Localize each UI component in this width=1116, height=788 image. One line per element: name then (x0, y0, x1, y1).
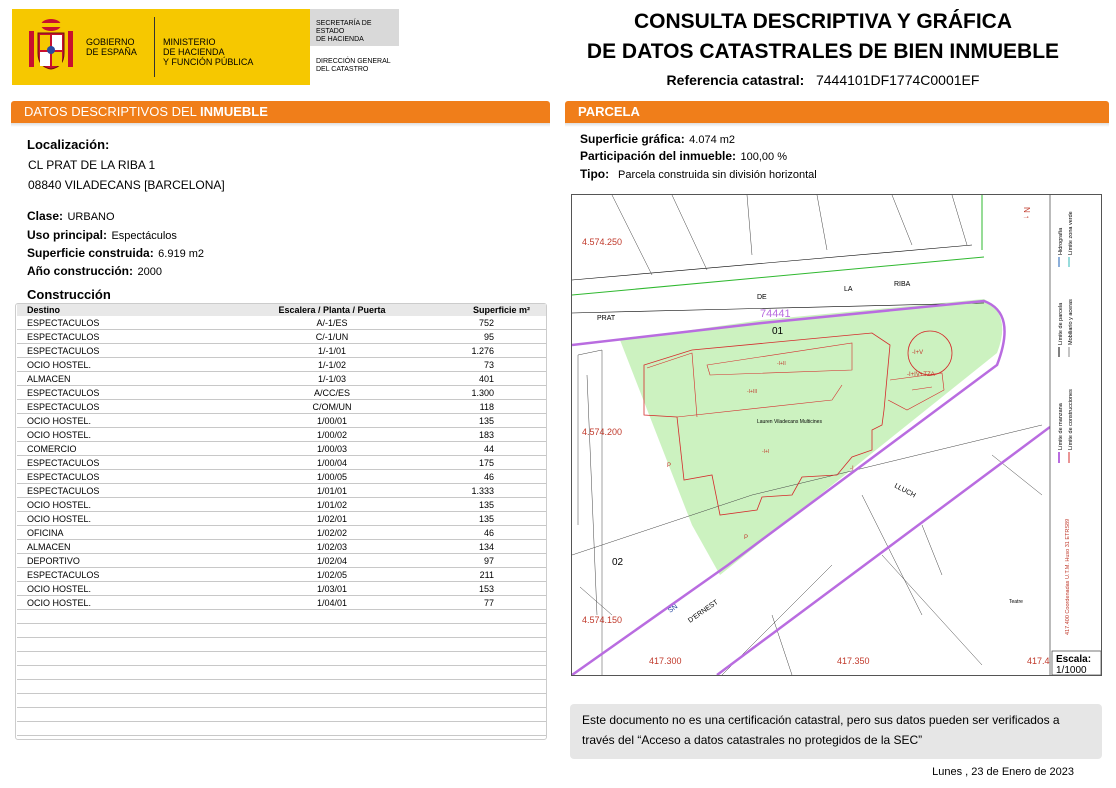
cell-destino: ESPECTACULOS (17, 456, 207, 470)
superficie-value: 6.919 m2 (158, 248, 205, 260)
supg-value: 4.074 m2 (689, 134, 736, 146)
street-sn: SN (667, 603, 680, 615)
cell-superficie: 46 (457, 470, 546, 484)
cell-escalera: 1/02/01 (207, 512, 457, 526)
cadastral-map[interactable] (571, 194, 1102, 676)
tipo-label: Tipo: (580, 167, 610, 181)
ministry-label: MINISTERIO DE HACIENDA Y FUNCIÓN PÚBLICA (163, 37, 254, 67)
legend-hidrografia: Hidrografía (1058, 227, 1064, 255)
table-row (17, 512, 546, 526)
clase-label: Clase: (27, 209, 64, 223)
coat-of-arms-icon (26, 17, 76, 77)
cell-superficie: 134 (457, 540, 546, 554)
government-logo-block (12, 9, 310, 85)
table-row (17, 372, 546, 386)
subparcel-01: 01 (772, 326, 784, 337)
table-row-empty (17, 694, 546, 708)
cell-destino: OCIO HOSTEL. (17, 414, 207, 428)
parcela-title: PARCELA (565, 101, 1109, 123)
cell-destino: ALMACEN (17, 372, 207, 386)
table-row (17, 442, 546, 456)
legend-zona-verde: Límite zona verde (1068, 211, 1074, 255)
table-row (17, 596, 546, 610)
uso-row (27, 226, 177, 244)
cell-escalera: C/OM/UN (207, 400, 457, 414)
cell-superficie: 401 (457, 372, 546, 386)
cell-superficie: 211 (457, 568, 546, 582)
cell-destino: OFICINA (17, 526, 207, 540)
escala-label: Escala: (1056, 654, 1092, 665)
coord-x1: 417.300 (649, 656, 682, 666)
legend-construcciones: Límite de construcciones (1068, 389, 1074, 450)
clase-row (27, 207, 115, 225)
svg-text:P: P (744, 535, 749, 541)
street-de: DE (757, 294, 767, 301)
table-row (17, 358, 546, 372)
svg-text:-I+II: -I+II (777, 361, 786, 367)
cell-escalera: 1/-1/01 (207, 344, 457, 358)
cell-superficie: 752 (457, 316, 546, 330)
section-title-b: INMUEBLE (200, 104, 268, 119)
cell-destino: OCIO HOSTEL. (17, 582, 207, 596)
legend-parcela: Límite de parcela (1058, 302, 1064, 345)
teatre-label: Teatre (1009, 599, 1023, 605)
cell-escalera: 1/00/04 (207, 456, 457, 470)
cell-destino: OCIO HOSTEL. (17, 358, 207, 372)
section-title-a: DATOS DESCRIPTIVOS DEL (24, 104, 201, 119)
page-title-line1: CONSULTA DESCRIPTIVA Y GRÁFICA (633, 10, 1013, 33)
cell-destino: ESPECTACULOS (17, 344, 207, 358)
table-row-empty (17, 708, 546, 722)
cell-superficie: 135 (457, 414, 546, 428)
page-title-line2: DE DATOS CATASTRALES DE BIEN INMUEBLE (586, 40, 1060, 63)
logo-divider (154, 17, 155, 77)
table-row (17, 582, 546, 596)
cell-escalera: 1/03/01 (207, 582, 457, 596)
street-prat: PRAT (597, 315, 616, 322)
cell-destino: DEPORTIVO (17, 554, 207, 568)
cell-destino: ESPECTACULOS (17, 386, 207, 400)
cell-superficie: 95 (457, 330, 546, 344)
cell-superficie: 118 (457, 400, 546, 414)
legend-coordinates: 417.400 Coordenadas U.T.M. Huso 31 ETRS89 (1065, 518, 1071, 635)
col-superficie: Superficie m² (457, 304, 546, 316)
part-row (580, 147, 787, 165)
clase-value: URBANO (67, 211, 115, 223)
parcela-section-header (565, 101, 1109, 127)
table-row-empty (17, 652, 546, 666)
anio-row (27, 262, 162, 280)
cell-escalera: 1/00/05 (207, 470, 457, 484)
descriptive-section-header (11, 101, 550, 127)
cell-escalera: 1/02/05 (207, 568, 457, 582)
table-row (17, 400, 546, 414)
cell-superficie: 135 (457, 498, 546, 512)
part-label: Participación del inmueble: (580, 149, 737, 163)
cell-destino: COMERCIO (17, 442, 207, 456)
anio-label: Año construcción: (27, 264, 134, 278)
table-row (17, 428, 546, 442)
cell-destino: ESPECTACULOS (17, 470, 207, 484)
col-escalera: Escalera / Planta / Puerta (207, 304, 457, 316)
legend-manzana: Límite de manzana (1058, 403, 1064, 450)
svg-text:-I+V: -I+V (912, 350, 924, 356)
cell-destino: OCIO HOSTEL. (17, 512, 207, 526)
address-line1: CL PRAT DE LA RIBA 1 (28, 158, 156, 172)
reference-value: 7444101DF1774C0001EF (815, 72, 980, 88)
cell-escalera: 1/00/03 (207, 442, 457, 456)
reference-line (560, 72, 1086, 88)
cell-destino: ALMACEN (17, 540, 207, 554)
coord-x2: 417.350 (837, 656, 870, 666)
svg-text:-I+IV+TZA: -I+IV+TZA (907, 372, 935, 378)
north-arrow-icon: N ↑ (1022, 207, 1031, 219)
subparcel-02: 02 (612, 557, 624, 568)
cell-destino: OCIO HOSTEL. (17, 428, 207, 442)
table-row (17, 568, 546, 582)
cell-superficie: 153 (457, 582, 546, 596)
cell-escalera: 1/04/01 (207, 596, 457, 610)
document-date: Lunes , 23 de Enero de 2023 (932, 766, 1074, 778)
svg-text:-I: -I (850, 466, 854, 472)
cell-destino: ESPECTACULOS (17, 316, 207, 330)
parcel-fill (620, 299, 1002, 575)
map-svg (572, 195, 1101, 675)
cell-superficie: 183 (457, 428, 546, 442)
cell-escalera: 1/00/01 (207, 414, 457, 428)
tipo-value: Parcela construida sin división horizontal (618, 169, 817, 181)
table-row (17, 554, 546, 568)
cell-destino: OCIO HOSTEL. (17, 498, 207, 512)
construccion-label: Construcción (27, 287, 111, 302)
cell-superficie: 175 (457, 456, 546, 470)
cell-escalera: A/CC/ES (207, 386, 457, 400)
cell-destino: OCIO HOSTEL. (17, 596, 207, 610)
table-row-empty (17, 722, 546, 736)
cell-superficie: 44 (457, 442, 546, 456)
cell-escalera: 1/02/02 (207, 526, 457, 540)
supg-row (580, 130, 735, 148)
location-label: Localización: (27, 137, 110, 152)
legend-mobiliario: Mobiliario y aceras (1068, 299, 1074, 345)
disclaimer-notice: Este documento no es una certificación catastral, pero sus datos pueden ser verificados a través del “Acceso a datos catastrales no protegidos de la SEC” (570, 704, 1102, 759)
cell-escalera: 1/-1/02 (207, 358, 457, 372)
svg-text:-I+I: -I+I (762, 449, 770, 455)
reference-label: Referencia catastral: (666, 72, 805, 88)
direccion-label: DIRECCIÓN GENERAL DEL CATASTRO (316, 58, 391, 73)
secretaria-block (310, 9, 399, 46)
table-row (17, 498, 546, 512)
uso-value: Espectáculos (111, 230, 177, 242)
table-row (17, 330, 546, 344)
escala-value: 1/1000 (1056, 665, 1087, 675)
cell-escalera: 1/02/04 (207, 554, 457, 568)
cell-destino: ESPECTACULOS (17, 400, 207, 414)
cell-destino: ESPECTACULOS (17, 330, 207, 344)
table-row (17, 344, 546, 358)
table-row-empty (17, 666, 546, 680)
table-row-empty (17, 624, 546, 638)
table-header-row (17, 304, 546, 316)
part-value: 100,00 % (740, 151, 787, 163)
superficie-label: Superficie construida: (27, 246, 154, 260)
cell-escalera: 1/-1/03 (207, 372, 457, 386)
cell-escalera: 1/01/02 (207, 498, 457, 512)
cell-superficie: 97 (457, 554, 546, 568)
coord-y1: 4.574.250 (582, 237, 623, 247)
tipo-row (580, 165, 817, 183)
col-destino: Destino (17, 304, 207, 316)
table-row (17, 456, 546, 470)
cell-superficie: 73 (457, 358, 546, 372)
table-row (17, 526, 546, 540)
cell-superficie: 46 (457, 526, 546, 540)
building-name: Lauren Viladecans Multicines (757, 419, 822, 425)
cell-superficie: 77 (457, 596, 546, 610)
cell-escalera: 1/01/01 (207, 484, 457, 498)
coord-y3: 4.574.150 (582, 615, 623, 625)
cell-superficie: 1.300 (457, 386, 546, 400)
construction-table (17, 304, 546, 736)
cell-escalera: 1/00/02 (207, 428, 457, 442)
table-row-empty (17, 638, 546, 652)
cell-destino: ESPECTACULOS (17, 484, 207, 498)
cell-destino: ESPECTACULOS (17, 568, 207, 582)
supg-label: Superficie gráfica: (580, 132, 685, 146)
coord-x3: 417.4 (1027, 656, 1050, 666)
table-row (17, 386, 546, 400)
table-row-empty (17, 680, 546, 694)
table-row (17, 470, 546, 484)
gobierno-label: GOBIERNO DE ESPAÑA (86, 37, 137, 57)
table-row (17, 484, 546, 498)
svg-text:P: P (667, 463, 672, 469)
cell-superficie: 135 (457, 512, 546, 526)
cell-superficie: 1.276 (457, 344, 546, 358)
secretaria-label: SECRETARÍA DE ESTADO DE HACIENDA (316, 20, 372, 43)
street-dernest: D'ERNEST (687, 598, 720, 625)
table-row-empty (17, 610, 546, 624)
coord-y2: 4.574.200 (582, 427, 623, 437)
street-la: LA (844, 286, 853, 293)
cell-escalera: 1/02/03 (207, 540, 457, 554)
superficie-row (27, 244, 204, 262)
street-riba: RIBA (894, 281, 911, 288)
cell-escalera: C/-1/UN (207, 330, 457, 344)
uso-label: Uso principal: (27, 228, 108, 242)
table-row (17, 316, 546, 330)
svg-text:-I+III: -I+III (747, 389, 758, 395)
table-row (17, 540, 546, 554)
anio-value: 2000 (137, 266, 162, 278)
parcel-id-label: 74441 (760, 308, 791, 320)
street-lluch: LLUCH (893, 482, 917, 500)
address-line2: 08840 VILADECANS [BARCELONA] (28, 178, 225, 192)
table-row (17, 414, 546, 428)
cell-superficie: 1.333 (457, 484, 546, 498)
cell-escalera: A/-1/ES (207, 316, 457, 330)
